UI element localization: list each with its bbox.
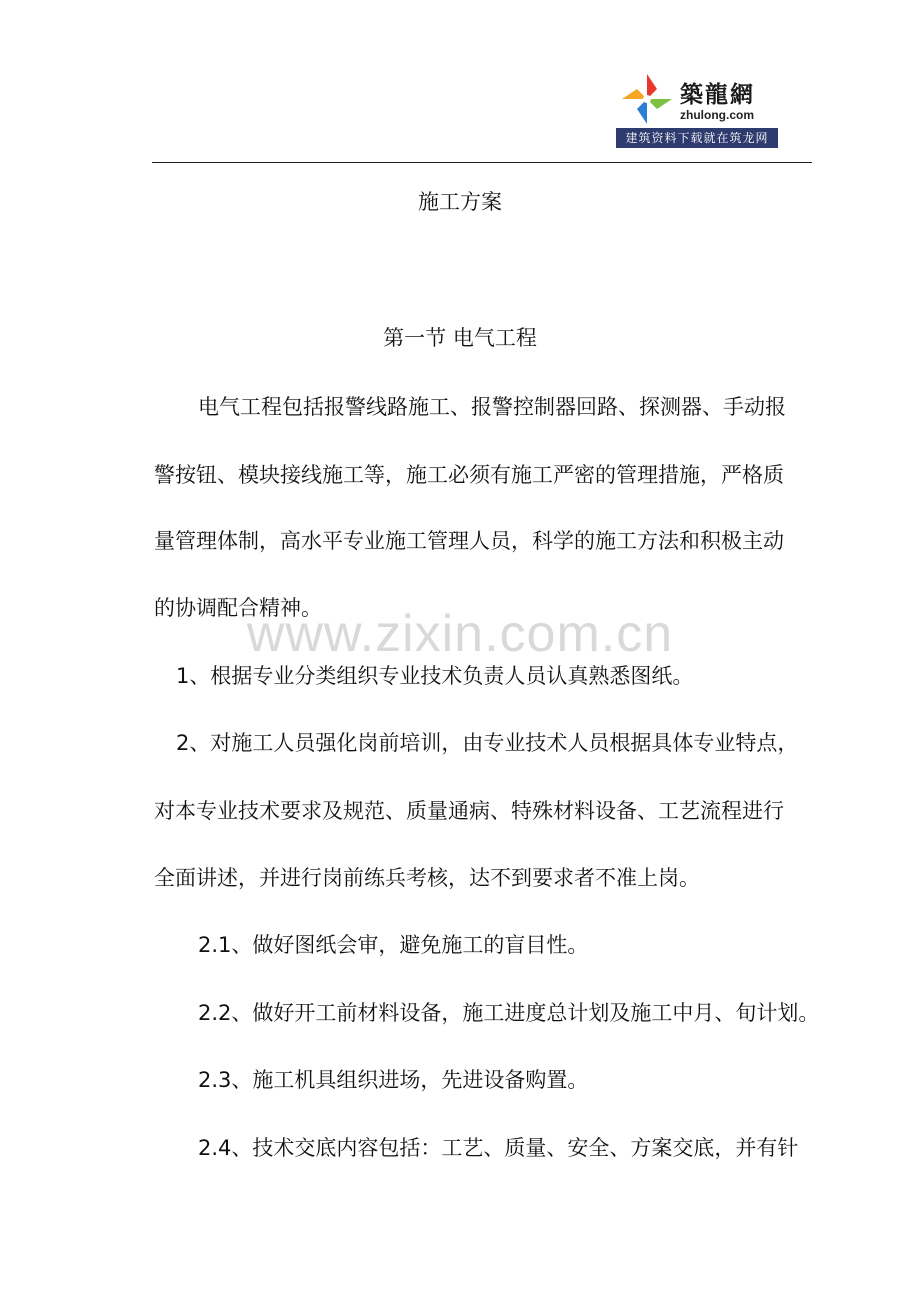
document-title: 施工方案	[418, 190, 502, 214]
list-item: 2.4、技术交底内容包括：工艺、质量、安全、方案交底，并有针	[198, 1136, 799, 1160]
list-item: 2.1、做好图纸会审，避免施工的盲目性。	[198, 933, 589, 957]
list-item: 2、对施工人员强化岗前培训，由专业技术人员根据具体专业特点，	[176, 731, 799, 755]
logo-slogan: 建筑资料下载就在筑龙网	[616, 128, 778, 148]
body-line: 警按钮、模块接线施工等，施工必须有施工严密的管理措施，严格质	[154, 463, 784, 487]
header-divider	[152, 162, 812, 163]
pinwheel-logo-icon	[620, 72, 674, 126]
list-item: 2.2、做好开工前材料设备，施工进度总计划及施工中月、旬计划。	[198, 1001, 820, 1025]
body-line: 电气工程包括报警线路施工、报警控制器回路、探测器、手动报	[198, 395, 786, 419]
site-logo	[616, 70, 778, 150]
body-line: 的协调配合精神。	[154, 596, 322, 620]
list-item: 1、根据专业分类组织专业技术负责人员认真熟悉图纸。	[176, 664, 694, 688]
list-item: 2.3、施工机具组织进场，先进设备购置。	[198, 1068, 589, 1092]
body-line: 全面讲述，并进行岗前练兵考核，达不到要求者不准上岗。	[154, 866, 700, 890]
logo-name: 築龍網	[680, 81, 755, 108]
body-line: 对本专业技术要求及规范、质量通病、特殊材料设备、工艺流程进行	[154, 799, 784, 823]
logo-url: zhulong.com	[680, 108, 754, 122]
watermark: www.zixin.com.cn	[246, 605, 674, 663]
section-title: 第一节 电气工程	[383, 326, 537, 350]
body-line: 量管理体制，高水平专业施工管理人员，科学的施工方法和积极主动	[154, 529, 784, 553]
